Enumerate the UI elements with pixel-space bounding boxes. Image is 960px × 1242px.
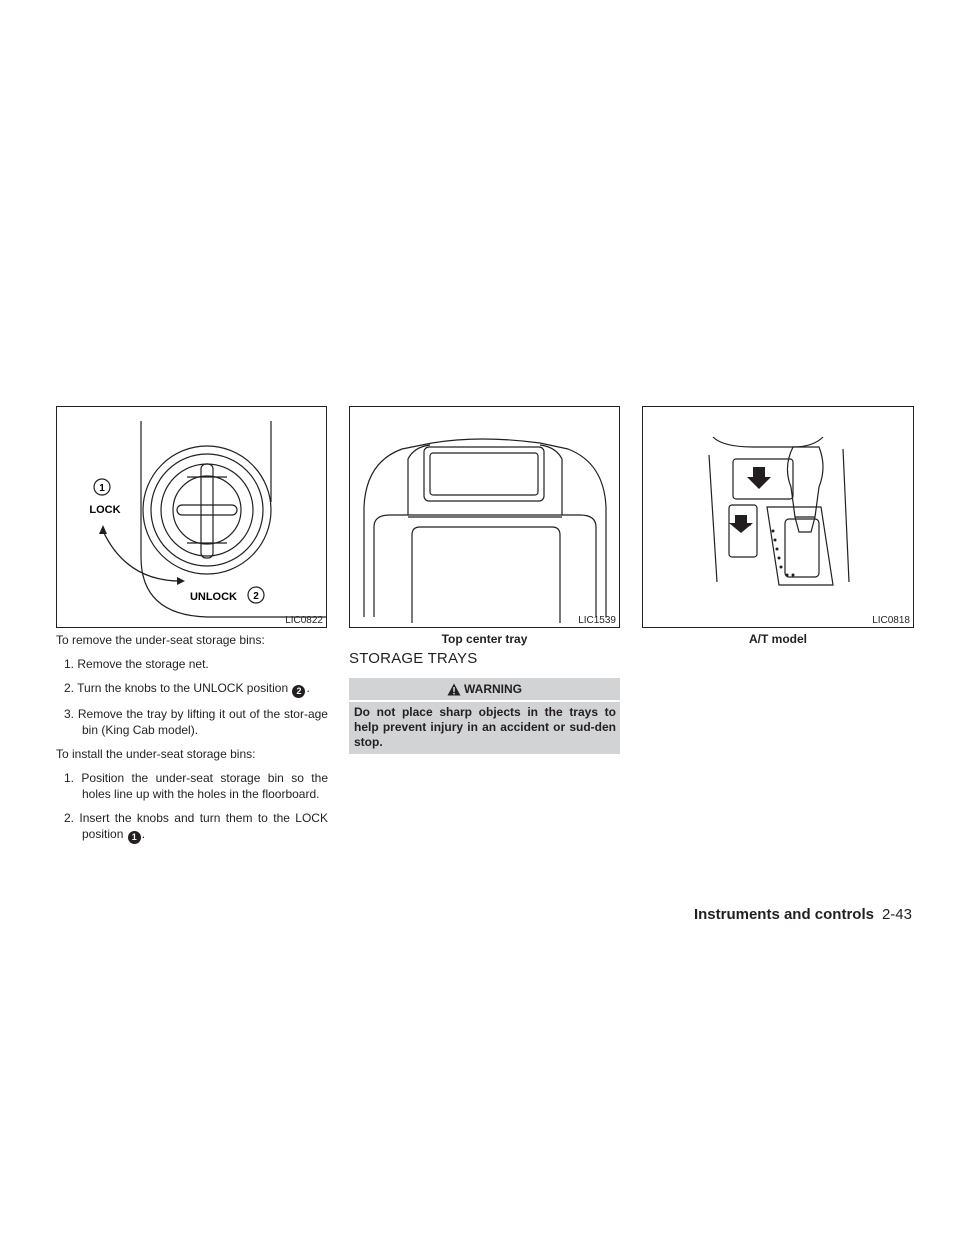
footer-section: Instruments and controls bbox=[693, 906, 874, 923]
figure-lock-knob bbox=[56, 406, 327, 628]
callout-2-ref: 2 bbox=[292, 685, 305, 698]
step-number: 1. bbox=[64, 771, 75, 785]
step-number: 3. bbox=[64, 707, 75, 721]
lock-knob-illustration bbox=[57, 407, 326, 627]
page-footer bbox=[694, 906, 912, 923]
warning-label: WARNING bbox=[464, 682, 522, 696]
warning-header bbox=[349, 678, 620, 702]
center-tray-illustration bbox=[350, 407, 619, 627]
list-item bbox=[56, 680, 328, 698]
figure-code: LIC0822 bbox=[285, 615, 323, 626]
step-text: Remove the tray by lifting it out of the stor-age bin (King Cab model). bbox=[77, 707, 328, 737]
step-number: 2. bbox=[64, 681, 75, 695]
install-intro: To install the under-seat storage bins: bbox=[56, 747, 256, 761]
figure-code: LIC1539 bbox=[578, 615, 616, 626]
step-number: 1. bbox=[64, 657, 75, 671]
list-item bbox=[56, 706, 328, 738]
callout-1-ref: 1 bbox=[128, 831, 141, 844]
callout-1-number: 1 bbox=[99, 483, 105, 494]
section-title: STORAGE TRAYS bbox=[349, 650, 478, 667]
figure-code: LIC0818 bbox=[872, 615, 910, 626]
step-punctuation: . bbox=[306, 681, 310, 695]
remove-intro: To remove the under-seat storage bins: bbox=[56, 633, 265, 647]
step-text: Turn the knobs to the UNLOCK position bbox=[77, 681, 289, 695]
storage-bin-instructions bbox=[56, 632, 328, 852]
callout-2-number: 2 bbox=[253, 591, 259, 602]
step-text: Position the under-seat storage bin so the holes line up with the holes in the floorboard. bbox=[81, 771, 328, 801]
at-shifter-illustration bbox=[643, 407, 913, 627]
warning-box bbox=[349, 678, 620, 754]
figure-at-model bbox=[642, 406, 914, 628]
callout-unlock-label: UNLOCK bbox=[189, 591, 237, 603]
warning-triangle-icon bbox=[447, 683, 461, 696]
step-text: Remove the storage net. bbox=[77, 657, 209, 671]
figure-caption: A/T model bbox=[748, 632, 807, 646]
warning-text: Do not place sharp objects in the trays to help prevent injury in an accident or sud-den stop. bbox=[354, 705, 616, 749]
page-number: 2-43 bbox=[881, 906, 912, 923]
step-number: 2. bbox=[64, 811, 75, 825]
step-text: Insert the knobs and turn them to the LOCK position bbox=[79, 811, 328, 841]
list-item bbox=[56, 656, 328, 672]
step-punctuation: . bbox=[141, 827, 146, 841]
callout-lock-label: LOCK bbox=[89, 504, 121, 516]
figure-top-center-tray bbox=[349, 406, 620, 628]
list-item bbox=[56, 810, 328, 844]
figure-caption: Top center tray bbox=[441, 632, 528, 646]
list-item bbox=[56, 770, 328, 802]
